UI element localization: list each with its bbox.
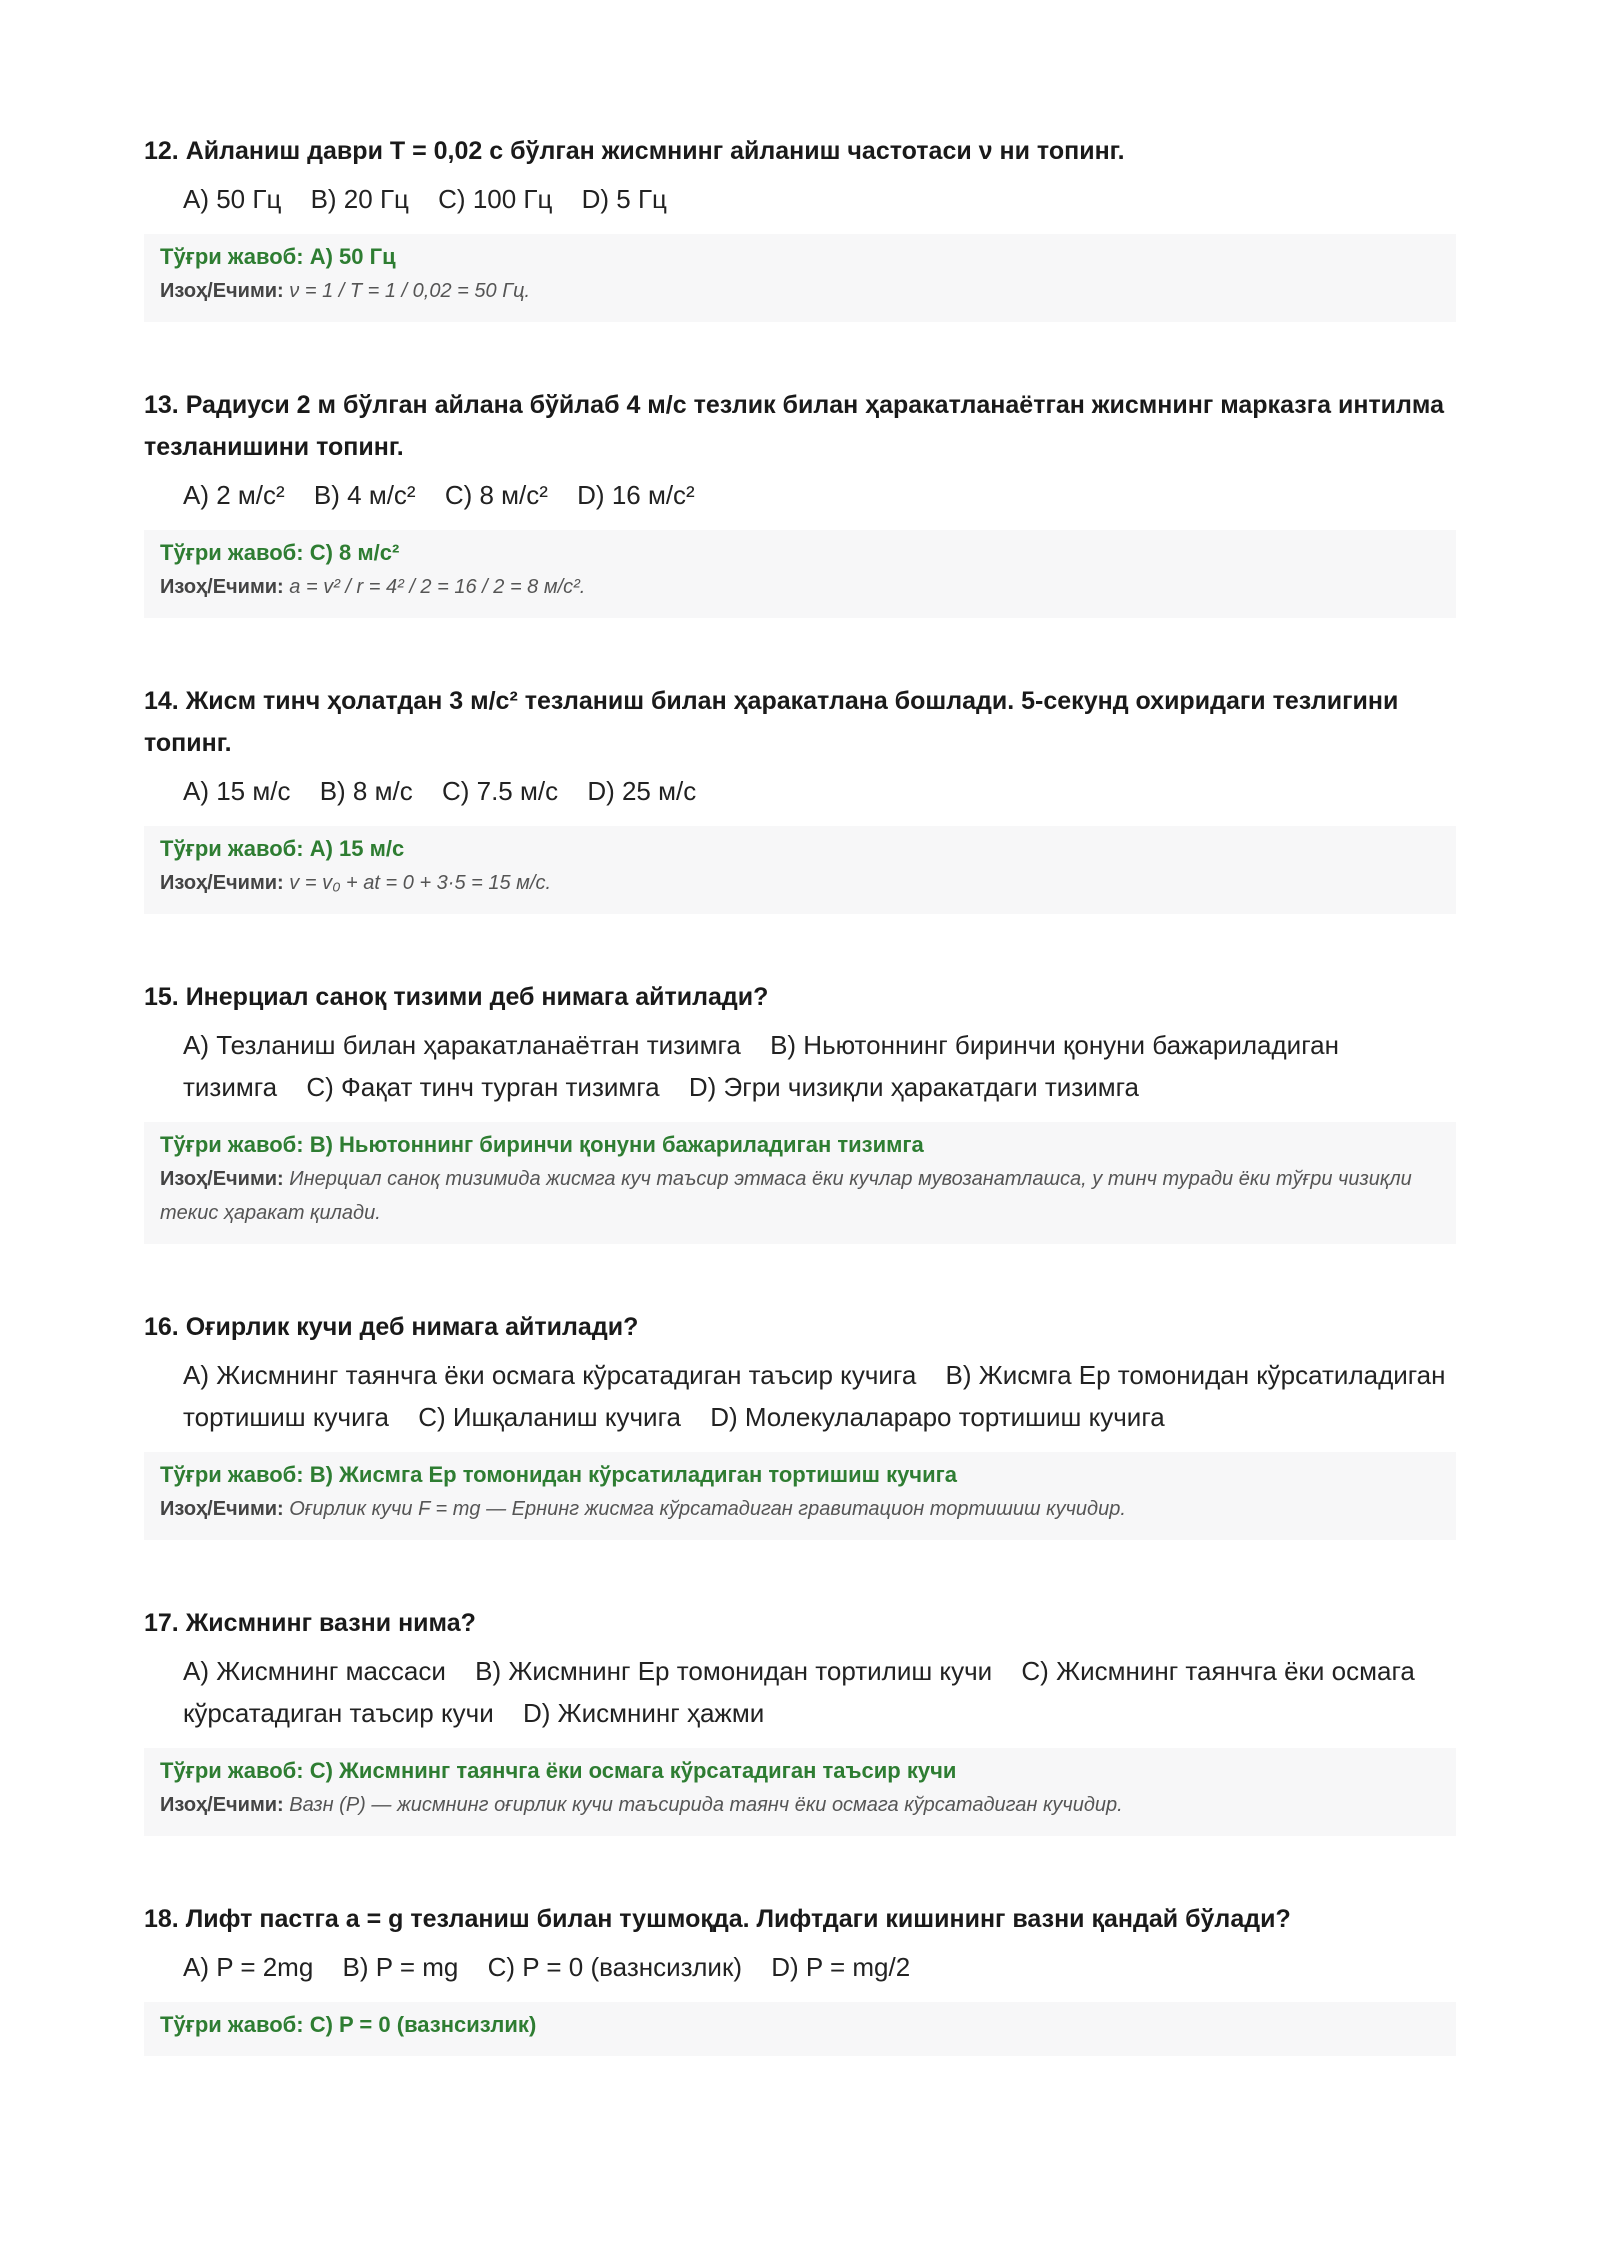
question-block bbox=[144, 976, 1456, 1244]
correct-answer: Тўғри жавоб: B) Ньютоннинг биринчи қонуни бажариладиган тизимга bbox=[160, 1132, 924, 1157]
option-a: A) 15 м/с bbox=[183, 776, 291, 806]
option-c: C) 8 м/с² bbox=[444, 480, 548, 510]
explanation bbox=[160, 1788, 1440, 1822]
option-d: D) 16 м/с² bbox=[577, 480, 695, 510]
option-c: C) 7.5 м/с bbox=[441, 776, 559, 806]
option-a: A) Жисмнинг массаси bbox=[183, 1656, 446, 1686]
question-options bbox=[144, 770, 1456, 812]
document-page bbox=[144, 130, 1456, 2118]
explanation-text: ν = 1 / T = 1 / 0,02 = 50 Гц. bbox=[289, 280, 531, 302]
explanation-text: Вазн (P) — жисмнинг оғирлик кучи таъсирида таянч ёки осмага кўрсатадиган кучидир. bbox=[289, 1794, 1123, 1816]
question-title: 18. Лифт пастга a = g тезланиш билан тушмоқда. Лифтдаги кишининг вазни қандай бўлади? bbox=[144, 1905, 1291, 1933]
option-c: C) Ишқаланиш кучига bbox=[418, 1402, 681, 1432]
answer-box bbox=[144, 1452, 1456, 1540]
explanation bbox=[160, 274, 1440, 308]
question-block bbox=[144, 680, 1456, 914]
question-block bbox=[144, 1602, 1456, 1836]
option-a: A) P = 2mg bbox=[183, 1952, 314, 1982]
option-d: D) Эгри чизиқли ҳаракатдаги тизимга bbox=[688, 1072, 1139, 1102]
explanation-text: Инерциал саноқ тизимида жисмга куч таъсир этмаса ёки кучлар мувозанатлашса, у тинч туради ёки тўғри чизиқли текис ҳаракат қилади. bbox=[160, 1168, 1412, 1224]
answer-box bbox=[144, 2002, 1456, 2056]
option-c: C) 100 Гц bbox=[438, 184, 553, 214]
option-b: B) 8 м/с bbox=[319, 776, 413, 806]
question-block bbox=[144, 1898, 1456, 2056]
answer-box bbox=[144, 826, 1456, 914]
question-options bbox=[144, 1650, 1456, 1734]
explanation-label: Изоҳ/Ечими: bbox=[160, 1794, 284, 1816]
explanation bbox=[160, 570, 1440, 604]
explanation-label: Изоҳ/Ечими: bbox=[160, 1168, 284, 1190]
explanation bbox=[160, 866, 1440, 900]
explanation-text: a = v² / r = 4² / 2 = 16 / 2 = 8 м/с². bbox=[289, 576, 586, 598]
option-a: A) 2 м/с² bbox=[183, 480, 285, 510]
option-d: D) 5 Гц bbox=[581, 184, 667, 214]
correct-answer: Тўғри жавоб: C) Жисмнинг таянчга ёки осмага кўрсатадиган таъсир кучи bbox=[160, 1758, 957, 1783]
question-title: 14. Жисм тинч ҳолатдан 3 м/с² тезланиш билан ҳаракатлана бошлади. 5-секунд охиридаги тезлигини топинг. bbox=[144, 687, 1399, 757]
option-c: C) P = 0 (вазнсизлик) bbox=[487, 1952, 742, 1982]
option-a: A) 50 Гц bbox=[183, 184, 282, 214]
option-a: A) Жисмнинг таянчга ёки осмага кўрсатадиган таъсир кучига bbox=[183, 1360, 917, 1390]
question-block bbox=[144, 1306, 1456, 1540]
explanation-text: v = v₀ + at = 0 + 3·5 = 15 м/с. bbox=[289, 872, 552, 894]
question-block bbox=[144, 130, 1456, 322]
correct-answer: Тўғри жавоб: B) Жисмга Ер томонидан кўрсатиладиган тортишиш кучига bbox=[160, 1462, 958, 1487]
explanation bbox=[160, 1492, 1440, 1526]
option-b: B) 4 м/с² bbox=[313, 480, 416, 510]
option-b: B) 20 Гц bbox=[310, 184, 409, 214]
answer-box bbox=[144, 1122, 1456, 1244]
option-b: B) Ньютоннинг биринчи қонуни бажариладиган тизимга bbox=[183, 1030, 1339, 1102]
explanation-label: Изоҳ/Ечими: bbox=[160, 1498, 284, 1520]
explanation-label: Изоҳ/Ечими: bbox=[160, 280, 284, 302]
question-options bbox=[144, 178, 1456, 220]
question-options bbox=[144, 1024, 1456, 1108]
explanation-label: Изоҳ/Ечими: bbox=[160, 576, 284, 598]
answer-box bbox=[144, 1748, 1456, 1836]
answer-box bbox=[144, 234, 1456, 322]
answer-box bbox=[144, 530, 1456, 618]
question-options bbox=[144, 1946, 1456, 1988]
option-c: C) Фақат тинч турган тизимга bbox=[306, 1072, 660, 1102]
question-title: 16. Оғирлик кучи деб нимага айтилади? bbox=[144, 1313, 639, 1341]
option-b: B) Жисмга Ер томонидан кўрсатиладиган тортишиш кучига bbox=[183, 1360, 1446, 1432]
question-title: 12. Айланиш даври T = 0,02 с бўлган жисмнинг айланиш частотаси ν ни топинг. bbox=[144, 137, 1125, 165]
question-options bbox=[144, 474, 1456, 516]
question-block bbox=[144, 384, 1456, 618]
question-options bbox=[144, 1354, 1456, 1438]
correct-answer: Тўғри жавоб: A) 50 Гц bbox=[160, 244, 396, 269]
explanation-text: Оғирлик кучи F = mg — Ернинг жисмга кўрсатадиган гравитацион тортишиш кучидир. bbox=[289, 1498, 1126, 1520]
explanation-label: Изоҳ/Ечими: bbox=[160, 872, 284, 894]
correct-answer: Тўғри жавоб: C) 8 м/с² bbox=[160, 540, 400, 565]
explanation bbox=[160, 1162, 1440, 1230]
option-c: C) Жисмнинг таянчга ёки осмага кўрсатадиган таъсир кучи bbox=[183, 1656, 1415, 1728]
option-a: A) Тезланиш билан ҳаракатланаётган тизимга bbox=[183, 1030, 741, 1060]
option-d: D) P = mg/2 bbox=[771, 1952, 911, 1982]
question-title: 13. Радиуси 2 м бўлган айлана бўйлаб 4 м/с тезлик билан ҳаракатланаётган жисмнинг марказга интилма тезланишини топинг. bbox=[144, 391, 1444, 461]
option-b: B) Жисмнинг Ер томонидан тортилиш кучи bbox=[475, 1656, 993, 1686]
question-title: 17. Жисмнинг вазни нима? bbox=[144, 1609, 476, 1637]
option-b: B) P = mg bbox=[342, 1952, 459, 1982]
correct-answer: Тўғри жавоб: C) P = 0 (вазнсизлик) bbox=[160, 2012, 537, 2037]
option-d: D) Молекулалараро тортишиш кучига bbox=[710, 1402, 1165, 1432]
option-d: D) Жисмнинг ҳажми bbox=[522, 1698, 765, 1728]
correct-answer: Тўғри жавоб: A) 15 м/с bbox=[160, 836, 405, 861]
question-title: 15. Инерциал саноқ тизими деб нимага айтилади? bbox=[144, 983, 769, 1011]
option-d: D) 25 м/с bbox=[587, 776, 697, 806]
